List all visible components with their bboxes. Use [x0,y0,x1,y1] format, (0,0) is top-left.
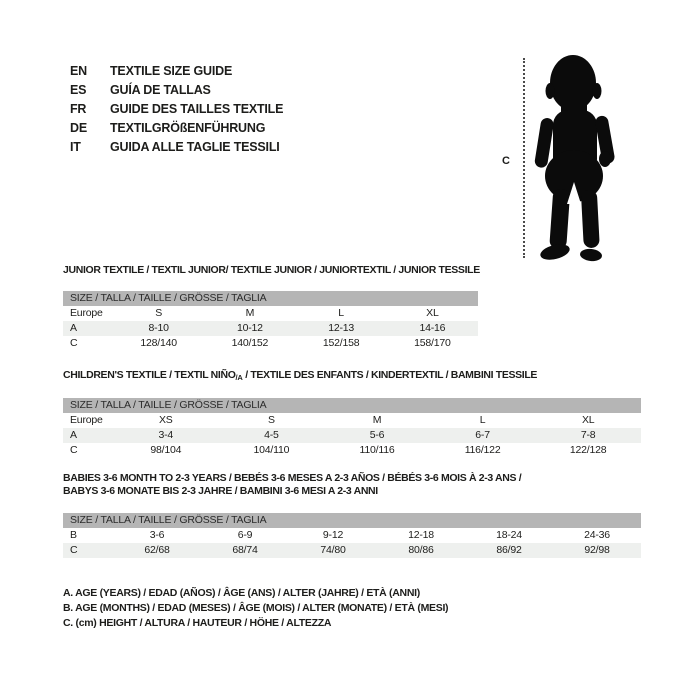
table-row [63,428,641,443]
children-section-title [63,369,641,384]
table-cell: 122/128 [569,444,607,456]
row-label: Europe [70,414,103,426]
table-cell: 128/140 [140,337,177,349]
table-cell: L [479,414,486,426]
lang-row-it [70,138,283,157]
table-cell: 104/110 [253,444,290,456]
table-row [63,321,478,336]
table-row [63,543,641,558]
table-cell: M [372,414,382,426]
lang-row-es [70,81,283,100]
table-cell: 3-4 [158,429,174,441]
lang-code: IT [70,140,81,154]
section-junior-textile [63,264,478,351]
table-cell: 152/158 [322,337,360,349]
table-cell: 5-6 [369,429,385,441]
table-cell: 14-16 [419,322,446,334]
row-label: Europe [70,307,103,319]
table-cell: 68/74 [232,544,258,556]
table-cell: XL [581,414,595,426]
lang-label: TEXTILGRÖßENFÜHRUNG [110,121,266,135]
lang-row-en [70,62,283,81]
table-row [63,306,478,321]
table-cell: M [245,307,255,319]
table-cell: L [338,307,344,319]
height-measure-line [523,58,525,258]
table-cell: 62/68 [144,544,170,556]
table-cell: 18-24 [496,529,522,541]
table-cell: 8-10 [148,322,169,334]
table-cell: 92/98 [584,544,610,556]
table-cell: 86/92 [496,544,522,556]
children-size-table [63,398,641,458]
lang-label: TEXTILE SIZE GUIDE [110,64,233,78]
lang-row-de [70,119,283,138]
table-cell: 110/116 [359,444,395,456]
row-label: C [70,337,78,349]
section-children-textile [63,369,641,458]
babies-size-table [63,513,641,558]
note-age-years: A. AGE (YEARS) / EDAD (AÑOS) / ÂGE (ANS) / ALTER (JAHRE) / ETÀ (ANNI) [63,587,420,599]
children-title-suffix: / TEXTILE DES ENFANTS / KINDERTEXTIL / BAMBINI TESSILE [242,369,538,381]
row-label: B [70,529,77,541]
table-cell: 74/80 [320,544,346,556]
table-cell: S [267,414,275,426]
junior-section-title: JUNIOR TEXTILE / TEXTIL JUNIOR/ TEXTILE JUNIOR / JUNIORTEXTIL / JUNIOR TESSILE [63,264,480,276]
table-row [63,336,478,351]
table-cell: 4-5 [264,429,279,441]
babies-section-title-line2: BABYS 3-6 MONATE BIS 2-3 JAHRE / BAMBINI 3-6 MESI A 2-3 ANNI [63,485,378,497]
table-row [63,528,641,543]
height-marker-label: C [502,155,510,167]
table-cell: 10-12 [236,322,263,334]
size-header-bar: SIZE / TALLA / TAILLE / GRÖSSE / TAGLIA [63,291,478,306]
table-cell: 6-7 [475,429,490,441]
table-cell: 12-13 [328,322,355,334]
table-row [63,443,641,458]
table-cell: XS [158,414,173,426]
table-cell: 12-18 [408,529,434,541]
section-babies-textile [63,472,641,558]
table-cell: 140/152 [231,337,269,349]
lang-row-fr [70,100,283,119]
lang-label: GUIDA ALLE TAGLIE TESSILI [110,140,280,154]
table-cell: 9-12 [322,529,344,541]
lang-label: GUÍA DE TALLAS [110,83,211,97]
note-height-cm: C. (cm) HEIGHT / ALTURA / HAUTEUR / HÖHE / ALTEZZA [63,617,332,629]
row-label: A [70,322,77,334]
babies-section-title-line1: BABIES 3-6 MONTH TO 2-3 YEARS / BEBÉS 3-6 MESES A 2-3 AÑOS / BÉBÉS 3-6 MOIS À 2-3 ANS / [63,472,522,484]
table-cell: 98/104 [150,444,182,456]
row-label: C [70,544,78,556]
legend-notes [63,586,448,631]
junior-size-table [63,291,478,351]
table-cell: 158/170 [414,337,451,349]
table-cell: 24-36 [584,529,610,541]
row-label: A [70,429,77,441]
table-row [63,413,641,428]
size-header-bar: SIZE / TALLA / TAILLE / GRÖSSE / TAGLIA [63,513,641,528]
table-cell: 80/86 [408,544,434,556]
table-cell: 6-9 [237,529,253,541]
lang-code: ES [70,83,87,97]
size-header-bar: SIZE / TALLA / TAILLE / GRÖSSE / TAGLIA [63,398,641,413]
note-age-months: B. AGE (MONTHS) / EDAD (MESES) / ÂGE (MOIS) / ALTER (MONATE) / ETÀ (MESI) [63,602,449,614]
lang-code: EN [70,64,87,78]
row-label: C [70,444,78,456]
table-cell: 7-8 [580,429,596,441]
children-title-prefix: CHILDREN'S TEXTILE / TEXTIL NIÑO [63,369,236,381]
lang-code: FR [70,102,87,116]
table-cell: S [155,307,163,319]
table-cell: 3-6 [149,529,165,541]
lang-label: GUIDE DES TAILLES TEXTILE [110,102,284,116]
table-cell: XL [426,307,439,319]
lang-code: DE [70,121,87,135]
children-title-sub: /A [235,373,243,382]
baby-silhouette-icon [531,54,623,262]
language-title-block [70,62,283,157]
table-cell: 116/122 [464,444,501,456]
